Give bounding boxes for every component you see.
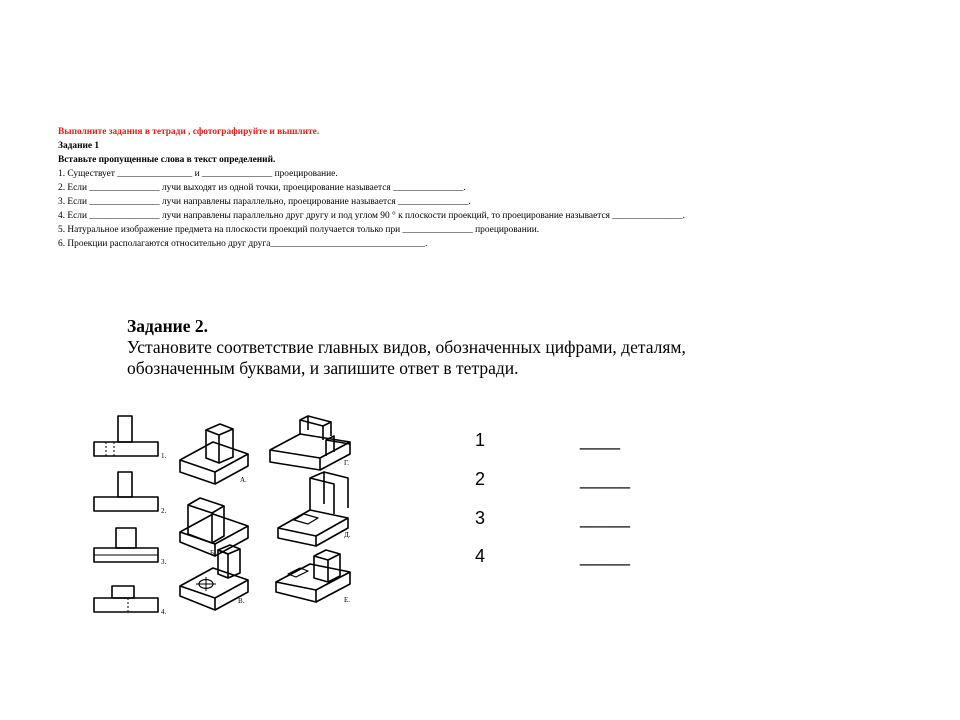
task1-subtitle: Вставьте пропущенные слова в текст определений. [58, 155, 276, 165]
part-d-drawing [278, 472, 348, 546]
view-3-drawing [94, 528, 158, 562]
answer-number: 1 [475, 430, 486, 450]
view-label-4: 4. [161, 608, 167, 616]
task1-item-6: 6. Проекции располагаются относительно друг друга_________________________________. [58, 239, 428, 249]
part-g-drawing [270, 416, 350, 470]
answer-row [475, 546, 675, 576]
task2-line-2: обозначенным буквами, и запишите ответ в тетради. [127, 358, 519, 378]
answer-row [475, 508, 675, 538]
part-label-b: Б. [210, 549, 216, 557]
task2-line-1: Установите соответствие главных видов, обозначенных цифрами, деталям, [127, 337, 686, 357]
task1-item-2: 2. Если _______________ лучи выходят из одной точки, проецирование называется _______________. [58, 183, 466, 193]
answer-blank[interactable]: _____ [580, 469, 631, 489]
task1-item-5: 5. Натуральное изображение предмета на плоскости проекций получается только при _______________ проецировании. [58, 225, 540, 235]
task1-item-3: 3. Если _______________ лучи направлены параллельно, проецирование называется _______________. [58, 197, 471, 207]
answer-blank[interactable]: ____ [580, 430, 621, 450]
view-label-2: 2. [161, 507, 167, 515]
task1-item-4: 4. Если _______________ лучи направлены параллельно друг другу и под углом 90 ° к плоскости проекций, то проецирование называется _______________. [58, 211, 685, 221]
task1-block [58, 125, 685, 251]
part-label-v: В. [238, 597, 245, 605]
part-label-e: Е. [344, 596, 351, 604]
view-4-drawing [94, 586, 158, 612]
task2-block [127, 316, 686, 379]
answer-number: 2 [475, 469, 486, 489]
task2-title: Задание 2. [127, 316, 209, 336]
part-e-drawing [276, 550, 350, 602]
part-a-drawing [180, 424, 248, 484]
view-1-drawing [94, 416, 158, 456]
view-label-1: 1. [161, 452, 167, 460]
view-2-drawing [94, 472, 158, 511]
technical-drawings-figure [88, 410, 368, 620]
answer-row [475, 469, 675, 499]
part-label-g: Г. [344, 459, 350, 467]
view-label-3: 3. [161, 558, 167, 566]
part-label-d: Д. [344, 531, 351, 539]
answer-row [475, 430, 675, 460]
task1-instruction: Выполните задания в тетради , сфотографируйте и вышлите. [58, 127, 320, 137]
task1-item-1: 1. Существует ________________ и _______________ проецирование. [58, 169, 338, 179]
part-label-a: А. [240, 476, 247, 484]
answer-number: 3 [475, 508, 486, 528]
answer-blank[interactable]: _____ [580, 546, 631, 566]
answer-blank[interactable]: _____ [580, 508, 631, 528]
task1-title: Задание 1 [58, 141, 100, 151]
answer-number: 4 [475, 546, 486, 566]
